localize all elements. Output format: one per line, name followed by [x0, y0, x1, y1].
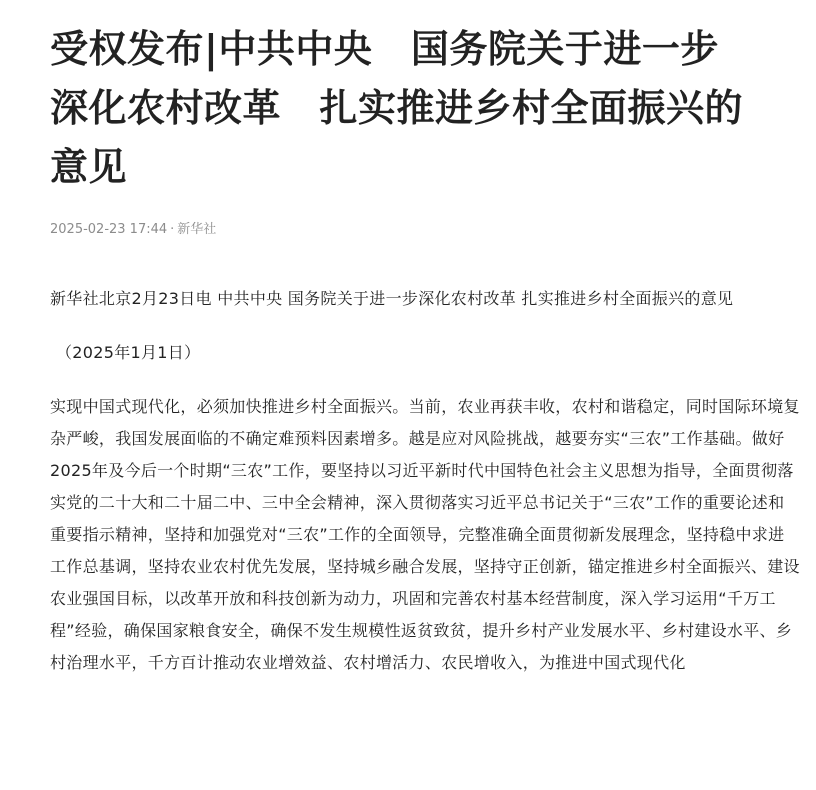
dateline-paragraph: 新华社北京2月23日电 中共中央 国务院关于进一步深化农村改革 扎实推进乡村全面振兴的意见	[50, 289, 734, 308]
title-line-1: 受权发布|中共中央 国务院关于进一步	[50, 27, 719, 71]
article-title	[50, 20, 800, 197]
title-line-2: 深化农村改革 扎实推进乡村全面振兴的	[50, 86, 744, 130]
title-line-3: 意见	[50, 145, 128, 189]
article-meta	[50, 221, 800, 239]
article-body	[50, 283, 800, 679]
article	[50, 20, 800, 679]
document-date: （2025年1月1日）	[56, 343, 201, 362]
article-source: 新华社	[177, 222, 217, 237]
meta-separator: ·	[170, 222, 175, 237]
body-paragraph: 实现中国式现代化，必须加快推进乡村全面振兴。当前，农业再获丰收，农村和谐稳定，同时国际环境复杂严峻，我国发展面临的不确定难预料因素增多。越是应对风险挑战，越要夯实“三农”工作基础。做好2025年及今后一个时期“三农”工作，要坚持以习近平新时代中国特色社会主义思想为指导，全面贯彻落实党的二十大和二十届二中、三中全会精神，深入贯彻落实习近平总书记关于“三农”工作的重要论述和重要指示精神，坚持和加强党对“三农”工作的全面领导，完整准确全面贯彻新发展理念，坚持稳中求进工作总基调，坚持农业农村优先发展，坚持城乡融合发展，坚持守正创新，锚定推进乡村全面振兴、建设农业强国目标，以改革开放和科技创新为动力，巩固和完善农村基本经营制度，深入学习运用“千万工程”经验，确保国家粮食安全，确保不发生规模性返贫致贫，提升乡村产业发展水平、乡村建设水平、乡村治理水平，千方百计推动农业增效益、农村增活力、农民增收入，为推进中国式现代化	[50, 397, 800, 672]
publish-time: 2025-02-23 17:44	[50, 222, 168, 237]
